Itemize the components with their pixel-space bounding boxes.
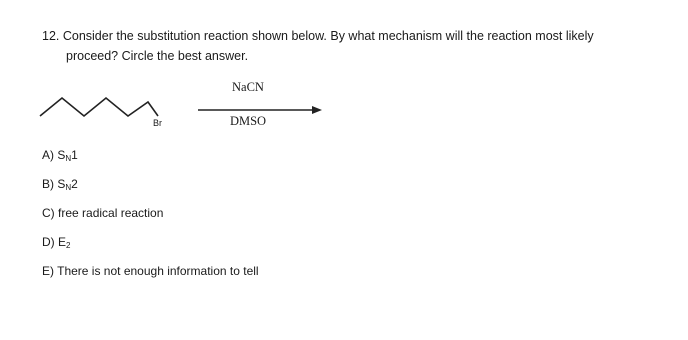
reaction-scheme [38, 80, 338, 140]
option-letter: E) [42, 264, 54, 278]
question-prompt [42, 26, 672, 66]
answer-option-c[interactable] [42, 205, 259, 221]
option-letter: B) [42, 177, 54, 191]
option-letter: A) [42, 148, 54, 162]
answer-option-d[interactable] [42, 234, 259, 250]
option-text: S [57, 148, 66, 162]
carbon-chain-skeleton [40, 98, 158, 116]
question-line-2: proceed? Circle the best answer. [66, 49, 249, 63]
answer-option-a[interactable] [42, 147, 259, 163]
answer-options [42, 147, 259, 292]
answer-option-b[interactable] [42, 176, 259, 192]
option-text: There is not enough information to tell [57, 264, 259, 278]
option-letter: D) [42, 235, 55, 249]
option-subscript: N [65, 154, 72, 163]
bromine-label: Br [153, 118, 162, 128]
option-subscript: N [65, 183, 72, 192]
reagent-label-above: NaCN [232, 80, 264, 94]
answer-option-e[interactable] [42, 263, 259, 279]
reaction-drawing [38, 80, 338, 140]
option-text: S [57, 177, 66, 191]
option-text-tail: 1 [71, 148, 78, 162]
option-text: E [58, 235, 67, 249]
solvent-label-below: DMSO [229, 114, 267, 128]
option-text-tail: 2 [71, 177, 78, 191]
question-line-1: 12. Consider the substitution reaction shown below. By what mechanism will the reaction most likely [42, 29, 594, 43]
option-text: free radical reaction [58, 206, 164, 220]
option-letter: C) [42, 206, 55, 220]
reaction-arrow-head [312, 106, 322, 114]
option-subscript: 2 [66, 241, 71, 250]
